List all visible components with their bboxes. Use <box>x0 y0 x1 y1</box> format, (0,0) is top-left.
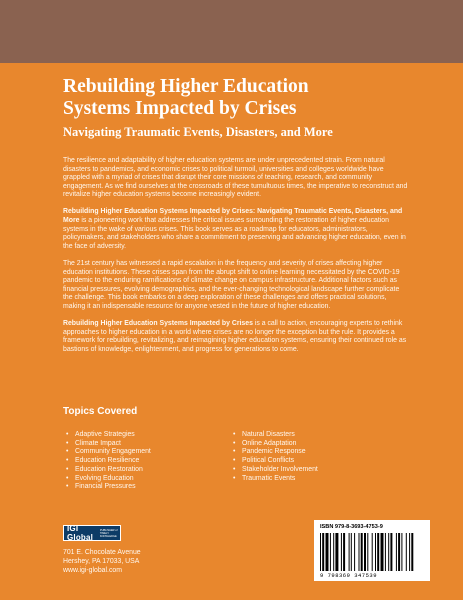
book-title-line-1: Rebuilding Higher Education <box>63 76 309 97</box>
address-line-2: Hershey, PA 17033, USA <box>63 558 140 565</box>
topic-item: • Natural Disasters <box>233 431 295 438</box>
publisher-website: www.igi-global.com <box>63 567 122 574</box>
bullet-icon: • <box>66 431 69 438</box>
topics-heading: Topics Covered <box>63 406 138 417</box>
book-title <box>63 76 443 120</box>
bullet-icon: • <box>66 465 69 473</box>
description-paragraph-3: The 21st century has witnessed a rapid escalation in the frequency and severity of crises affecting higher education institutions. These crises span from the abrupt shift to online learning necessitated by the COVID-19 pandemic to the enduring ramifications of climate change on campus infrastructure. Additional factors such as financial pressures, evolving demographics, and the ever-changing technological landscape further complicate the challenge. This book embarks on a deep exploration of these challenges and offers practical solutions, making it an indispensable resource for anyone vested in the future of higher education. <box>63 259 400 310</box>
publisher-logo-tagline: PUBLISHER of TIMELY KNOWLEDGE <box>99 528 118 538</box>
bullet-icon: • <box>233 431 236 438</box>
topic-item: • Pandemic Response <box>233 448 306 456</box>
top-color-band <box>0 0 463 63</box>
address-line-1: 701 E. Chocolate Avenue <box>63 549 141 556</box>
bullet-icon: • <box>233 474 236 482</box>
bullet-icon: • <box>66 474 69 482</box>
bullet-icon: • <box>233 448 236 456</box>
paragraph-4-book-title: Rebuilding Higher Education Systems Impacted by Crises <box>63 320 253 327</box>
topic-item: • Financial Pressures <box>66 483 136 491</box>
paragraph-4-text: is a call to action, encouraging experts to rethink approaches to higher education in a world where crises are no longer the exception but the rule. It provides a framework for rebuilding, revitalizing, and reimagining higher education systems, ensuring their continued role as bastions of knowledge, enlightenment, and progress for generations to come. <box>63 320 407 353</box>
publisher-address <box>63 548 141 575</box>
bullet-icon: • <box>66 483 69 491</box>
topic-item: • Education Restoration <box>66 465 143 473</box>
isbn-label: ISBN 979-8-3693-4753-9 <box>320 524 383 530</box>
topic-item: • Adaptive Strategies <box>66 431 135 438</box>
book-title-line-2: Systems Impacted by Crises <box>63 98 297 119</box>
bullet-icon: • <box>66 457 69 465</box>
barcode-box <box>314 520 430 581</box>
topic-item: • Stakeholder Involvement <box>233 465 318 473</box>
topic-item: • Political Conflicts <box>233 457 295 465</box>
paragraph-2-text: is a pioneering work that addresses the critical issues surrounding the restoration of higher education systems in the wake of various crises. This book serves as a roadmap for educators, administrators, policymakers, and stakeholders who share a commitment to preserving and advancing higher education, even in the face of adversity. <box>63 217 406 250</box>
description-paragraph-2 <box>63 208 408 251</box>
description <box>63 157 408 363</box>
topic-item: • Climate Impact <box>66 439 121 447</box>
description-paragraph-4 <box>63 320 408 354</box>
bullet-icon: • <box>233 439 236 447</box>
title-block <box>63 76 443 140</box>
topics-list-right <box>233 431 318 483</box>
bullet-icon: • <box>233 457 236 465</box>
barcode-icon <box>320 533 424 571</box>
publisher-logo <box>63 525 121 541</box>
bullet-icon: • <box>233 465 236 473</box>
barcode-number: 9 798369 347539 <box>320 572 378 579</box>
publisher-logo-text: IGI Global <box>67 524 94 542</box>
book-subtitle: Navigating Traumatic Events, Disasters, and More <box>63 125 333 139</box>
topics-list-left <box>66 431 151 492</box>
topic-item: • Community Engagement <box>66 448 151 456</box>
bullet-icon: • <box>66 448 69 456</box>
topic-item: • Traumatic Events <box>233 474 296 482</box>
bullet-icon: • <box>66 439 69 447</box>
topic-item: • Education Resilience <box>66 457 140 465</box>
topic-item: • Evolving Education <box>66 474 134 482</box>
description-paragraph-1: The resilience and adaptability of higher education systems are under unprecedented strain. From natural disasters to pandemics, and economic crises to political turmoil, universities and colleges worldwide have grappled with a myriad of crises that disrupt their core missions of teaching, research, and community engagement. As we find ourselves at the crossroads of these tumultuous times, the imperative to reconstruct and revitalize higher education systems become increasingly evident. <box>63 157 408 199</box>
paragraph-2-book-title: Rebuilding Higher Education Systems Impacted by Crises: Navigating Traumatic Events, Disasters, and More <box>63 208 403 225</box>
topic-item: • Online Adaptation <box>233 439 297 447</box>
